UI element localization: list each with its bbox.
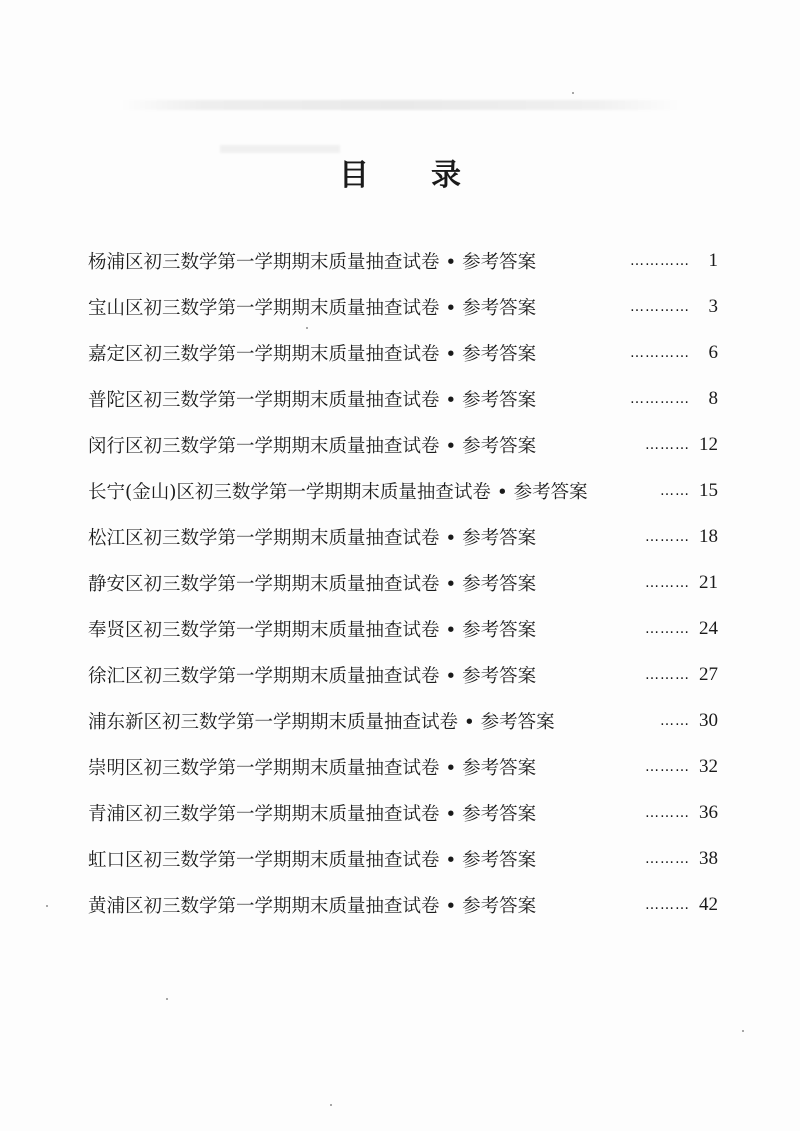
toc-page-number: 8 (708, 388, 718, 409)
toc-entry[interactable] (88, 836, 718, 882)
toc-entry-title: 虹口区初三数学第一学期期末质量抽查试卷 • 参考答案 (88, 850, 537, 871)
toc-entry-title: 闵行区初三数学第一学期期末质量抽查试卷 • 参考答案 (88, 436, 537, 457)
toc-entry[interactable] (88, 468, 718, 514)
toc-leader-dots: ……… (645, 897, 690, 913)
page-title-char: 录 (431, 158, 461, 193)
toc-leader-dots: ……… (645, 759, 690, 775)
toc-entry-title: 宝山区初三数学第一学期期末质量抽查试卷 • 参考答案 (88, 298, 537, 319)
toc-page-number: 30 (699, 710, 718, 731)
toc-entry-title: 杨浦区初三数学第一学期期末质量抽查试卷 • 参考答案 (88, 252, 537, 273)
scan-speck (166, 998, 168, 1000)
toc-leader-dots: ………… (630, 391, 690, 407)
toc-entry-title: 徐汇区初三数学第一学期期末质量抽查试卷 • 参考答案 (88, 666, 537, 687)
toc-entry[interactable] (88, 238, 718, 284)
toc-entry[interactable] (88, 284, 718, 330)
table-of-contents (88, 238, 718, 928)
toc-leader-dots: ……… (645, 667, 690, 683)
toc-page-number: 6 (708, 342, 718, 363)
toc-entry[interactable] (88, 652, 718, 698)
toc-leader-dots: ………… (630, 299, 690, 315)
toc-page-number: 12 (699, 434, 718, 455)
toc-entry-title: 崇明区初三数学第一学期期末质量抽查试卷 • 参考答案 (88, 758, 537, 779)
toc-entry-title: 普陀区初三数学第一学期期末质量抽查试卷 • 参考答案 (88, 390, 537, 411)
toc-entry[interactable] (88, 744, 718, 790)
toc-page-number: 27 (699, 664, 718, 685)
toc-entry-title: 静安区初三数学第一学期期末质量抽查试卷 • 参考答案 (88, 574, 537, 595)
toc-page-number: 15 (699, 480, 718, 501)
toc-page-number: 21 (699, 572, 718, 593)
page-title-char: 目 (339, 158, 369, 193)
toc-entry-title: 嘉定区初三数学第一学期期末质量抽查试卷 • 参考答案 (88, 344, 537, 365)
toc-page-number: 42 (699, 894, 718, 915)
toc-entry[interactable] (88, 790, 718, 836)
toc-leader-dots: ……… (645, 621, 690, 637)
toc-leader-dots: ………… (630, 253, 690, 269)
scan-speck (306, 327, 308, 329)
toc-page-number: 38 (699, 848, 718, 869)
toc-page-number: 32 (699, 756, 718, 777)
toc-leader-dots: …… (660, 713, 690, 729)
scan-speck (572, 92, 574, 94)
toc-entry[interactable] (88, 606, 718, 652)
toc-entry[interactable] (88, 422, 718, 468)
toc-entry[interactable] (88, 698, 718, 744)
toc-entry[interactable] (88, 330, 718, 376)
toc-entry[interactable] (88, 376, 718, 422)
toc-leader-dots: ……… (645, 805, 690, 821)
scan-speck (330, 1104, 332, 1106)
toc-page-number: 18 (699, 526, 718, 547)
toc-entry[interactable] (88, 514, 718, 560)
toc-leader-dots: ……… (645, 851, 690, 867)
toc-leader-dots: ……… (645, 437, 690, 453)
toc-entry[interactable] (88, 882, 718, 928)
toc-entry-title: 松江区初三数学第一学期期末质量抽查试卷 • 参考答案 (88, 528, 537, 549)
toc-entry-title: 青浦区初三数学第一学期期末质量抽查试卷 • 参考答案 (88, 804, 537, 825)
toc-entry-title: 奉贤区初三数学第一学期期末质量抽查试卷 • 参考答案 (88, 620, 537, 641)
scan-speck (742, 1030, 744, 1032)
toc-page-number: 1 (708, 250, 718, 271)
toc-entry-title: 黄浦区初三数学第一学期期末质量抽查试卷 • 参考答案 (88, 896, 537, 917)
toc-entry[interactable] (88, 560, 718, 606)
toc-leader-dots: ……… (645, 529, 690, 545)
toc-page-number: 36 (699, 802, 718, 823)
toc-entry-title: 长宁(金山)区初三数学第一学期期末质量抽查试卷 • 参考答案 (88, 482, 588, 503)
toc-leader-dots: …… (660, 483, 690, 499)
toc-page-number: 3 (708, 296, 718, 317)
scan-artifact (120, 100, 680, 110)
toc-leader-dots: ………… (630, 345, 690, 361)
toc-entry-title: 浦东新区初三数学第一学期期末质量抽查试卷 • 参考答案 (88, 712, 555, 733)
toc-leader-dots: ……… (645, 575, 690, 591)
scan-speck (46, 905, 48, 907)
page-title (0, 150, 800, 194)
toc-page-number: 24 (699, 618, 718, 639)
